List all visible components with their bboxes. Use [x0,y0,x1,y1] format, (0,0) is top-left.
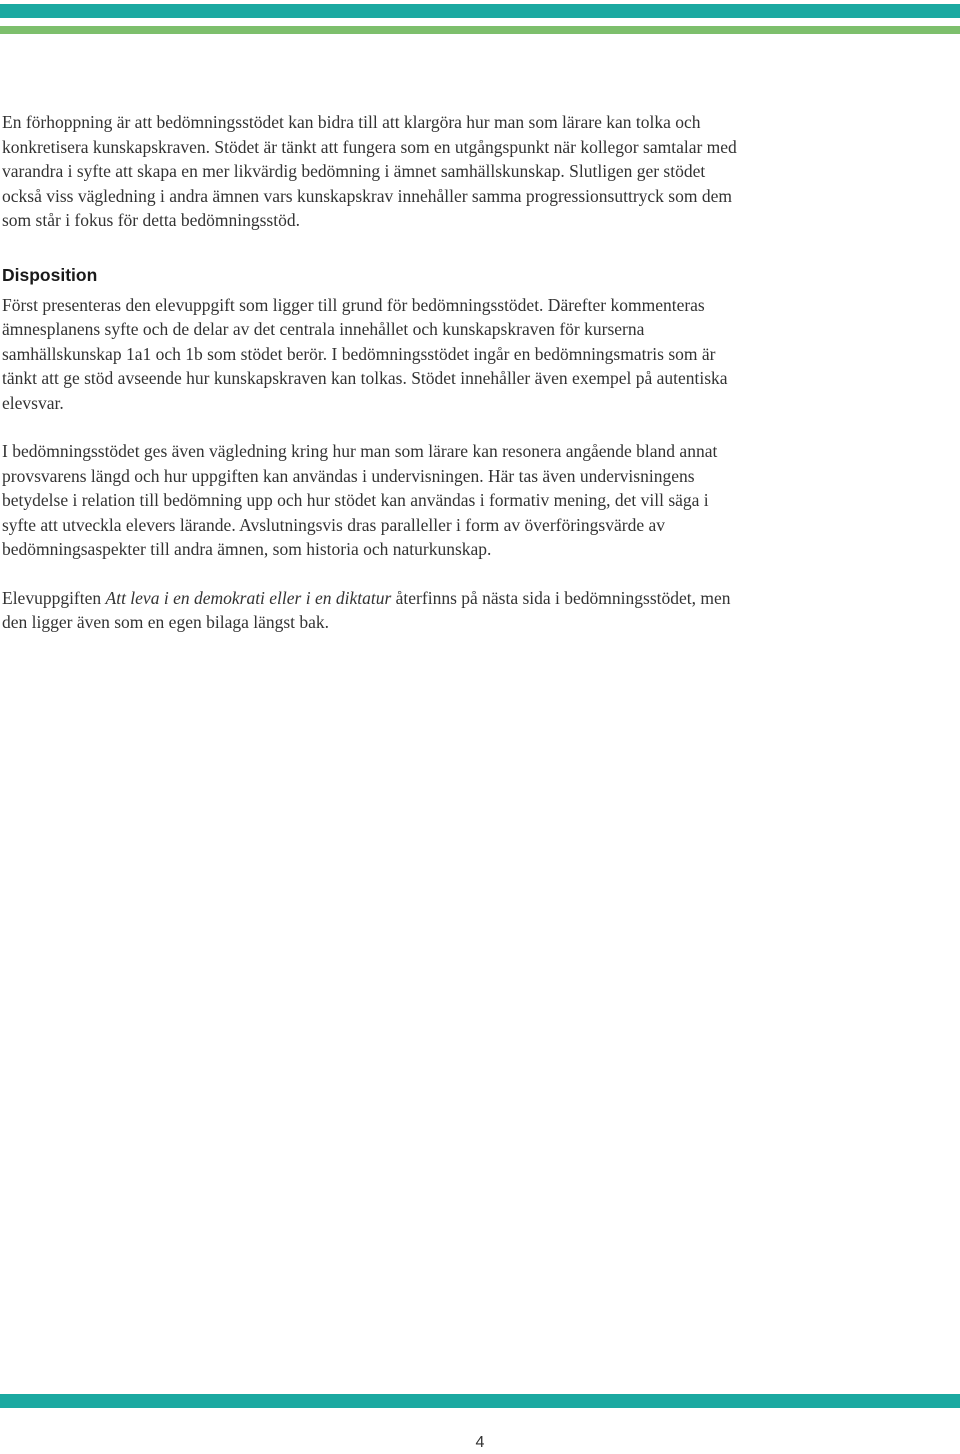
section-heading-disposition: Disposition [2,264,98,285]
final-text-after: återfinns på nästa sida i bedömningsstödet, men den ligger även som en egen bilaga längst bak. [2,587,731,632]
page-number: 4 [475,1434,485,1451]
intro-paragraph: En förhoppning är att bedömningsstödet kan bidra till att klargöra hur man som lärare kan tolka och konkretisera kunskapskraven. Stödet är tänkt att fungera som en utgångspunkt när kollegor samtalar med varandra i syfte att skapa en mer likvärdig bedömning i ämnet samhällskunskap. Slutligen ger stödet också viss vägledning i andra ämnen vars kunskapskrav innehåller samma progressionsuttryck som dem som står i fokus för detta bedömningsstöd. [2,112,737,230]
top-green-bar [0,26,960,34]
document-body [2,110,738,659]
top-teal-bar [0,4,960,18]
disposition-paragraph-2: I bedömningsstödet ges även vägledning kring hur man som lärare kan resonera angående bland annat provsvarens längd och hur uppgiften kan användas i undervisningen. Här tas även undervisningens betydelse i relation till bedömning upp och hur stödet kan användas i formativ mening, det vill säga i syfte att utveckla elevers lärande. Avslutningsvis dras paralleller i form av överföringsvärde av bedömningsaspekter till andra ämnen, som historia och naturkunskap. [2,441,718,559]
final-text-before: Elevuppgiften [2,587,106,608]
final-paragraph [2,586,738,635]
disposition-paragraph-1: Först presenteras den elevuppgift som ligger till grund för bedömningsstödet. Därefter kommenteras ämnesplanens syfte och de delar av det centrala innehållet och kunskapskraven för kurserna samhällskunskap 1a1 och 1b som stödet berör. I bedömningsstödet ingår en bedömningsmatris som är tänkt att ge stöd avseende hur kunskapskraven kan tolkas. Stödet innehåller även exempel på autentiska elevsvar. [2,294,728,413]
bottom-teal-bar [0,1394,960,1408]
task-title: Att leva i en demokrati eller i en diktatur [105,587,392,608]
